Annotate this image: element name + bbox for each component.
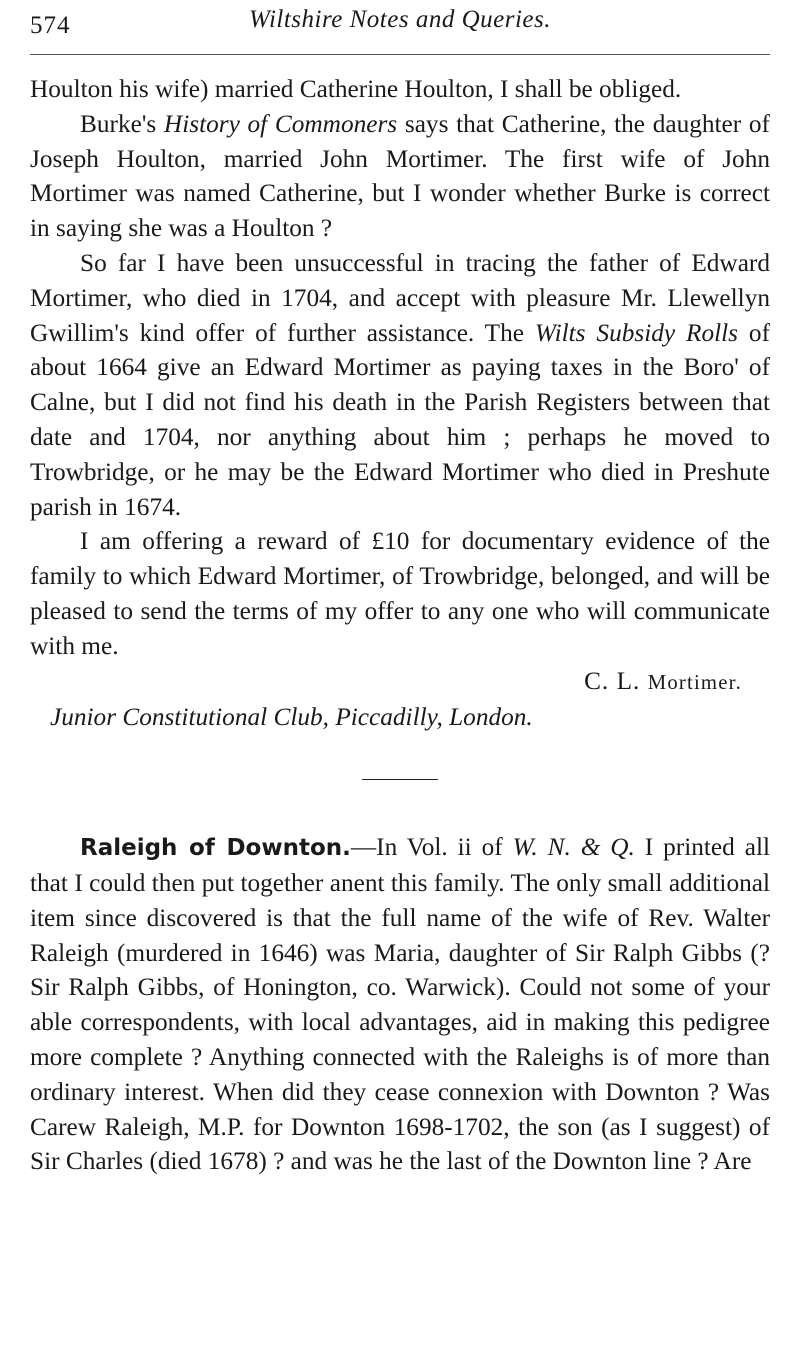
address: Junior Constitutional Club, Piccadilly, London. [50,703,533,732]
paragraph-text: says that Catherine, the daughter of Joseph Houlton, married John Mortimer. The first wife of John Mortimer was named Catherine, but I wonder whether Burke is correct in saying she was a Houlton ? [30,109,770,243]
signature-surname: Mortimer. [647,671,742,694]
paragraph-text: So far I have been unsuccessful in tracing the father of Edward Mortimer, who died in 1704, and accept with pleasure Mr. Llewellyn Gwillim's kind offer of further assistance. The [30,248,770,347]
signature-initials: C. L. [584,666,648,695]
page-header [30,0,770,50]
section-divider [362,779,438,780]
body-text [30,72,770,1179]
paragraph-text: of about 1664 give an Edward Mortimer as paying taxes in the Boro' of Calne, but I did not find his death in the Parish Registers between that date and 1704, nor anything about him ; perhaps he moved to Trowbridge, or he may be the Edward Mortimer who died in Preshute parish in 1674. [30,318,770,521]
signature [30,664,770,701]
paragraph-text: —In Vol. ii of [350,833,513,862]
paragraph-text: I printed all that I could then put together anent this family. The only small additional item since discovered is that the full name of the wife of Rev. Walter Raleigh (murdered in 1646) was Maria, daughter of Sir Ralph Gibbs (? Sir Ralph Gibbs, of Honington, co. Warwick). Could not some of your able correspondents, with local advantages, aid in making this pedigree more complete ? Anything connected with the Raleighs is of more than ordinary interest. When did they cease connexion with Downton ? Was Carew Raleigh, M.P. for Downton 1698-1702, the son (as I suggest) of Sir Charles (died 1678) ? and was he the last of the Downton line ? Are [30,833,770,1176]
letter-paragraph-1: Houlton his wife) married Catherine Houlton, I shall be obliged. [30,75,682,103]
journal-abbreviation: W. N. & Q. [512,833,635,862]
section-heading: Raleigh of Downton. [80,835,351,862]
running-title: Wiltshire Notes and Queries. [249,6,551,33]
document-page [30,0,770,1176]
paragraph-text: Burke's [80,109,164,138]
raleigh-paragraph [30,830,770,1179]
page-number: 574 [30,12,71,39]
letter-paragraph-2 [30,107,770,246]
letter-paragraph-4: I am offering a reward of £10 for documentary evidence of the family to which Edward Mortimer, of Trowbridge, belonged, and will be pleased to send the terms of my offer to any one who will communicate with me. [30,527,770,660]
book-title: History of Commoners [163,109,398,138]
book-title: Wilts Subsidy Rolls [534,318,739,347]
letter-paragraph-3 [30,246,770,524]
header-rule [30,54,770,55]
